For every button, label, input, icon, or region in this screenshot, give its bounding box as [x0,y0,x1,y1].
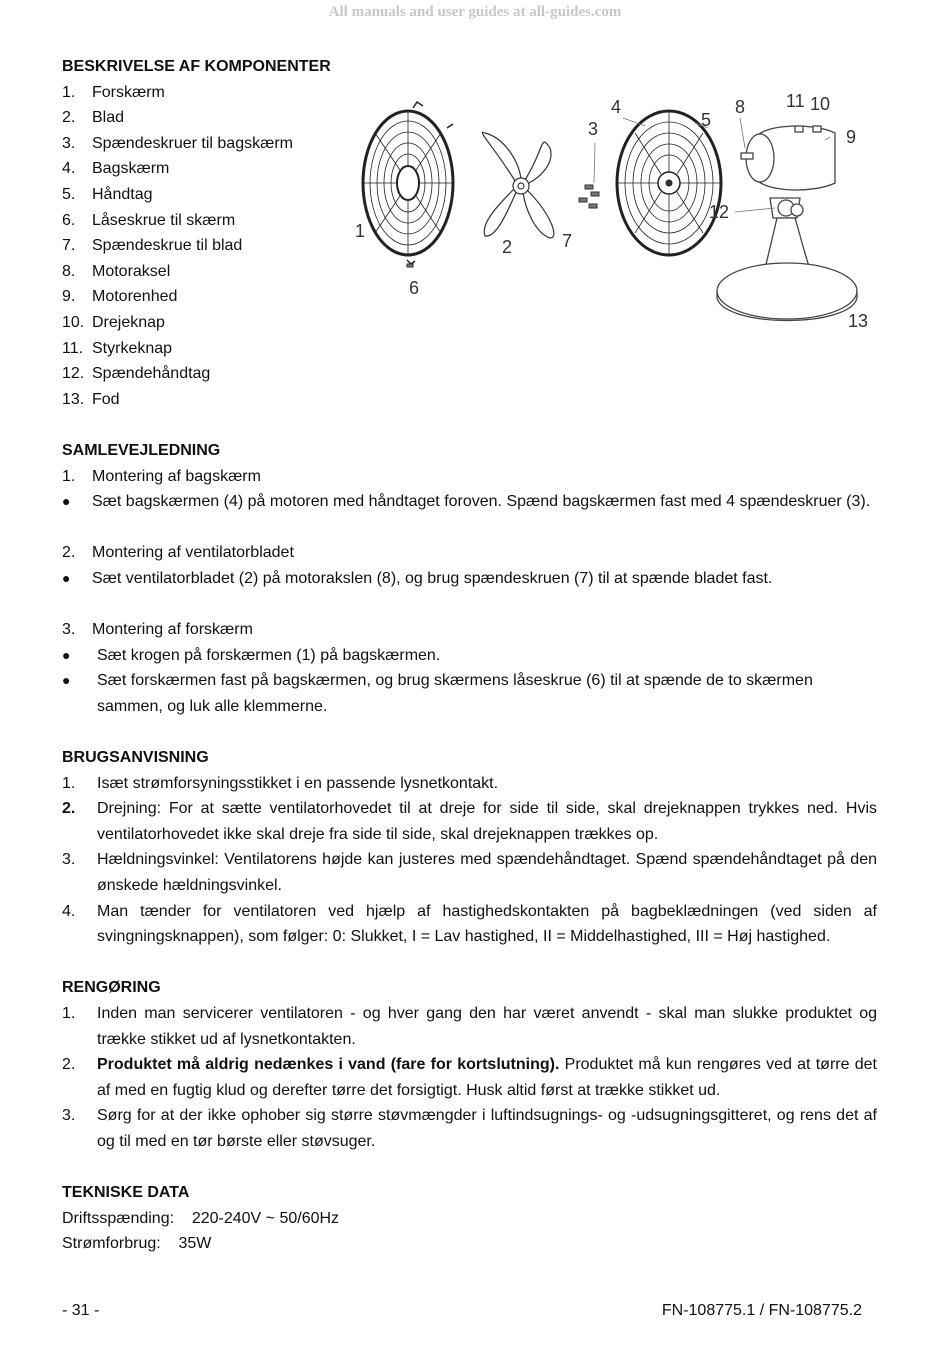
item-number: 3. [62,134,76,152]
item-number: 2. [62,109,76,127]
step-number: 3. [62,621,76,639]
assembly-heading: SAMLEVEJLEDNING [62,441,221,459]
step-number: 1. [62,467,76,485]
item-number: 1. [62,1004,76,1022]
item-number: 12. [62,365,85,383]
tech-row [62,1206,877,1232]
list-item [62,361,352,387]
item-text: Spændeskrue til blad [92,237,243,255]
item-text: Håndtag [92,185,153,203]
list-item [62,156,352,182]
fan-blade-drawing [482,132,554,238]
list-item [62,899,877,950]
model-number: FN-108775.1 / FN-108775.2 [661,1302,862,1319]
item-number: 5. [62,185,76,203]
list-item [62,310,352,336]
list-item [62,80,352,106]
usage-section [62,745,877,950]
assembly-step-title [62,540,877,566]
figure-label: 1 [355,221,366,241]
list-item [62,771,877,797]
watermark: All manuals and user guides at all-guides.com [328,4,622,20]
list-item [62,284,352,310]
item-text: Spændehåndtag [92,365,211,383]
front-grille-drawing [363,102,453,264]
list-item [62,796,877,847]
assembly-step-title [62,464,877,490]
step-title: Montering af ventilatorbladet [92,544,294,562]
tech-section [62,1180,877,1257]
list-item [62,208,352,234]
cleaning-heading: RENGØRING [62,979,161,997]
list-item [62,105,352,131]
tech-row [62,1231,877,1257]
item-number: 10. [62,313,85,331]
fan-diagram-svg [345,88,875,338]
components-heading: BESKRIVELSE AF KOMPONENTER [62,58,331,75]
item-number: 13. [62,390,85,408]
warning-text: Produktet må aldrig nedænkes i vand (fare for kortslutning). [97,1056,560,1074]
item-number: 6. [62,211,76,229]
item-number: 4. [62,160,76,178]
bullet-icon: ● [62,569,71,586]
bullet-text: Sæt krogen på forskærmen (1) på bagskærmen. [97,646,441,664]
list-item [62,336,352,362]
figure-label: 8 [735,97,746,117]
bullet-icon: ● [62,646,71,663]
item-text: Fod [92,390,120,408]
rear-grille-drawing [617,111,721,255]
list-item [62,1103,877,1154]
figure-label: 2 [502,237,513,257]
fan-exploded-diagram [345,88,875,338]
item-text: Hældningsvinkel: Ventilatorens højde kan justeres med spændehåndtaget. Spænd spændehåndtaget på den ønskede hældningsvinkel. [97,851,877,894]
item-text: Forskærm [92,83,165,101]
tech-label: Driftsspænding: [62,1209,175,1227]
item-text: Spændeskruer til bagskærm [92,134,293,152]
step-title: Montering af forskærm [92,621,253,639]
figure-label: 7 [562,231,573,251]
tech-label: Strømforbrug: [62,1235,161,1253]
figure-label: 13 [848,311,869,331]
item-number: 3. [62,1107,76,1125]
list-item [62,1052,877,1103]
item-number: 9. [62,288,76,306]
bullet-text: Sæt bagskærmen (4) på motoren med håndtaget foroven. Spænd bagskærmen fast med 4 spændeskruer (3). [92,493,871,511]
item-number: 7. [62,237,76,255]
item-number: 8. [62,262,76,280]
item-number: 1. [62,83,76,101]
assembly-step-title [62,617,877,643]
bullet-item [62,489,877,515]
bullet-text: Sæt forskærmen fast på bagskærmen, og brug skærmens låseskrue (6) til at spænde de to skærmen sammen, og luk alle klemmerne. [97,672,813,715]
step-number: 2. [62,544,76,562]
list-item [62,182,352,208]
bullet-item [62,566,877,592]
item-text: Blad [92,109,125,127]
bullet-text: Sæt ventilatorbladet (2) på motorakslen (8), og brug spændeskruen (7) til at spænde bladet fast. [92,569,773,587]
figure-label: 6 [409,278,420,298]
item-text: Motoraksel [92,262,171,280]
item-text: Man tænder for ventilatoren ved hjælp af hastighedskontakten på bagbeklædningen (ved siden af svingningsknappen), som følger: 0: Slukket, I = Lav hastighed, II = Middelhastighed, III = Høj hastighed. [97,902,877,946]
tech-value: 220-240V ~ 50/60Hz [191,1209,340,1227]
step-title: Montering af bagskærm [92,467,261,485]
page-number: - 31 - [62,1302,100,1319]
item-number: 4. [62,902,76,920]
item-text: Drejeknap [92,313,165,331]
assembly-section [62,438,877,720]
figure-label: 4 [611,97,622,117]
item-number: 1. [62,774,76,792]
list-item [62,131,352,157]
bullet-item [62,643,877,669]
list-item [62,1001,877,1052]
figure-label: 9 [846,127,857,147]
bullet-item [62,668,877,719]
list-item [62,233,352,259]
motor-stand-drawing [717,126,857,321]
figure-label: 10 [810,94,831,114]
item-text: Produktet må kun rengøres ved at tørre det af med en fugtig klud og derefter tørre det forsigtigt. Husk altid først at trække stikket ud. [97,1056,877,1099]
item-text: Isæt strømforsyningsstikket i en passende lysnetkontakt. [97,774,499,792]
item-number: 2. [62,1056,76,1074]
list-item [62,387,352,413]
usage-heading: BRUGSANVISNING [62,749,209,767]
bullet-icon: ● [62,672,71,689]
list-item [62,847,877,898]
cleaning-section [62,975,877,1154]
figure-label: 5 [701,110,712,130]
item-text: Bagskærm [92,160,170,178]
tech-heading: TEKNISKE DATA [62,1184,190,1202]
item-text: Styrkeknap [92,339,173,357]
item-text: Motorenhed [92,288,178,306]
tech-value: 35W [178,1235,212,1253]
figure-label: 11 [786,91,805,111]
figure-label: 3 [588,119,599,139]
components-list [62,80,352,413]
item-number: 3. [62,851,76,869]
item-number: 2. [62,800,76,818]
item-text: Sørg for at der ikke ophober sig større støvmængder i luftindsugnings- og -udsugningsgitteret, og rens det af og til med en tør børste eller støvsuger. [97,1107,877,1150]
item-number: 11. [62,339,84,357]
figure-label: 12 [709,202,730,222]
item-text: Inden man servicerer ventilatoren - og hver gang den har været anvendt - skal man slukke produktet og trække stikket ud af lysnetkontakten. [97,1004,877,1048]
bullet-icon: ● [62,493,71,510]
item-text: Drejning: For at sætte ventilatorhovedet til at dreje for side til side, skal drejeknappen trykkes ned. Hvis ventilatorhovedet ikke skal dreje fra side til side, skal drejeknappen trækkes op. [97,800,877,843]
list-item [62,259,352,285]
item-text: Låseskrue til skærm [92,211,236,229]
